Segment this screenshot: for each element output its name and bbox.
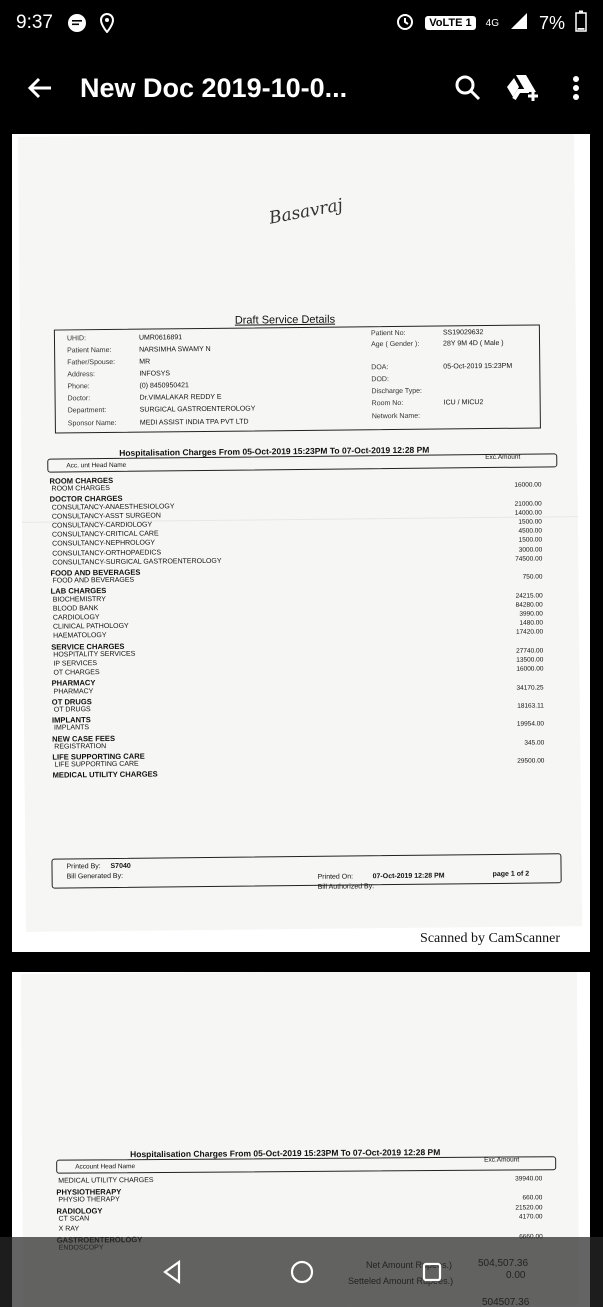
back-arrow-icon — [26, 74, 54, 102]
charge-item: CONSULTANCY-ANAESTHESIOLOGY — [51, 502, 175, 512]
charge-item: HAEMATOLOGY — [53, 632, 107, 640]
charge-category: DOCTOR CHARGES — [49, 494, 123, 505]
charge-category: RADIOLOGY — [56, 1206, 103, 1216]
hospitalisation-charges-title-2: Hospitalisation Charges From 05-Oct-2019 15:23PM To 07-Oct-2019 12:28 PM — [130, 1147, 441, 1160]
charge-category: LIFE SUPPORTING CARE — [52, 751, 145, 762]
charge-category: SERVICE CHARGES — [51, 641, 125, 652]
nav-recents-button[interactable] — [412, 1252, 452, 1292]
charge-category: FOOD AND BEVERAGES — [50, 567, 141, 578]
search-button[interactable] — [441, 50, 495, 126]
nav-back-icon — [161, 1260, 183, 1284]
charge-item: CARDIOLOGY — [52, 614, 100, 622]
charge-item: CLINICAL PATHOLOGY — [52, 622, 129, 631]
charge-amount: 16000.00 — [514, 481, 542, 489]
charge-item: PHYSIO THERAPY — [58, 1196, 120, 1204]
charge-item: LIFE SUPPORTING CARE — [54, 760, 139, 769]
charge-amount: 14000.00 — [514, 509, 542, 517]
charge-amount: 24215.00 — [515, 592, 543, 600]
charge-amount: 3990.00 — [519, 610, 543, 618]
document-title: New Doc 2019-10-0... — [80, 72, 348, 103]
charge-item: CONSULTANCY-NEPHROLOGY — [52, 539, 156, 548]
charge-amount: 74500.00 — [515, 555, 543, 563]
patient-no-value: SS19029632 — [442, 329, 484, 337]
charge-amount: 3000.00 — [518, 546, 543, 554]
patient-name-value: NARSIMHA SWAMY N — [139, 345, 211, 354]
charge-item: CONSULTANCY-ORTHOPAEDICS — [52, 549, 162, 558]
app-toolbar — [0, 50, 603, 126]
charge-item: BLOOD BANK — [52, 604, 99, 613]
location-icon — [99, 13, 115, 33]
charge-amount: 13500.00 — [516, 656, 544, 664]
charge-amount: 18163.11 — [517, 702, 544, 710]
charge-amount: 345.00 — [524, 739, 545, 747]
charge-amount: 1500.00 — [518, 536, 543, 545]
charge-amount: 19954.00 — [516, 720, 545, 729]
signal-icon — [509, 11, 529, 36]
volte-badge: VoLTE 1 — [425, 16, 475, 30]
status-bar — [0, 0, 603, 46]
charge-item: REGISTRATION — [54, 742, 107, 751]
patient-details-box: UHID: UMR0616891 Patient Name: NARSIMHA SWAMY N Father/Spouse: MR Address: INFOSYS Phone: (0) 8450950421 Doctor: Dr.VIMALAKAR REDDY E Department: SURGICAL GASTROENTEROLOGY Sponsor Name: MEDI ASSIST INDIA TPA PVT LTD Patient No: SS19029632 Age ( Gender ): 28Y 9M 4D ( Male ) DOA: 05-Oct-2019 15:23PM DOD: Discharge Type: Room No: ICU / MICU2 Network Name: — [54, 324, 541, 433]
uhid-value: UMR0616891 — [138, 334, 183, 342]
charge-category: MEDICAL UTILITY CHARGES — [52, 769, 158, 780]
charges-header: Acc. unt Head Name Exc.Amount — [47, 453, 557, 472]
network-type: 4G — [485, 17, 499, 29]
charge-item: IMPLANTS — [54, 724, 90, 732]
charge-amount: 4500.00 — [518, 527, 543, 535]
battery-icon — [575, 10, 587, 37]
alarm-icon — [395, 11, 415, 36]
charge-item: X RAY — [58, 1225, 80, 1233]
charge-amount: 27740.00 — [516, 647, 544, 655]
doctor-value: Dr.VIMALAKAR REDDY E — [139, 393, 222, 402]
back-button[interactable] — [0, 50, 80, 126]
charge-amount: 17420.00 — [515, 628, 544, 637]
charge-amount: 34170.25 — [516, 684, 544, 692]
charge-category: OT DRUGS — [51, 696, 92, 707]
charge-amount: 750.00 — [522, 573, 543, 581]
charge-category: ROOM CHARGES — [49, 475, 114, 486]
charge-item: MEDICAL UTILITY CHARGES — [58, 1177, 154, 1185]
charge-item: OT CHARGES — [53, 669, 100, 677]
charge-item: CONSULTANCY-SURGICAL GASTROENTEROLOGY — [52, 557, 222, 567]
battery-text: 7% — [538, 12, 565, 33]
charge-item: OT DRUGS — [53, 706, 91, 714]
charge-item: IP SERVICES — [53, 660, 98, 668]
more-options-button[interactable] — [549, 50, 603, 126]
add-to-drive-button[interactable] — [495, 50, 549, 126]
search-icon — [454, 74, 482, 102]
nav-home-button[interactable] — [282, 1252, 322, 1292]
charge-category: PHARMACY — [51, 678, 96, 689]
charge-item: CONSULTANCY-CARDIOLOGY — [51, 521, 153, 530]
status-time: 9:37 — [16, 12, 53, 33]
hospitalisation-charges-title: Hospitalisation Charges From 05-Oct-2019 15:23PM To 07-Oct-2019 12:28 PM — [119, 444, 430, 458]
nav-back-button[interactable] — [152, 1252, 192, 1292]
charge-item: ROOM CHARGES — [51, 485, 110, 493]
charge-category: LAB CHARGES — [50, 586, 107, 597]
more-vert-icon — [571, 75, 581, 101]
charge-amount: 16000.00 — [516, 665, 544, 673]
navigation-bar — [0, 1237, 603, 1307]
charge-category: PHYSIOTHERAPY — [56, 1186, 122, 1197]
charge-item: CONSULTANCY-ASST SURGEON — [51, 512, 161, 521]
drive-add-icon — [505, 73, 539, 103]
charge-amount: 660.00 — [522, 1194, 543, 1202]
nav-recents-icon — [421, 1261, 443, 1283]
charge-amount: 29500.00 — [517, 757, 545, 765]
charge-item: HOSPITALITY SERVICES — [53, 650, 136, 659]
charge-amount: 84280.00 — [515, 601, 543, 609]
charge-amount: 4170.00 — [519, 1213, 543, 1221]
nav-home-icon — [289, 1259, 315, 1285]
charge-amount: 21520.00 — [515, 1204, 543, 1212]
charge-amount: 21000.00 — [514, 500, 542, 508]
charge-amount: 39940.00 — [515, 1175, 543, 1183]
charge-item: CT SCAN — [58, 1215, 90, 1224]
document-page-1 — [12, 134, 590, 952]
charge-category: IMPLANTS — [51, 715, 91, 725]
charge-item: BIOCHEMISTRY — [52, 595, 106, 604]
charge-item: CONSULTANCY-CRITICAL CARE — [51, 530, 159, 539]
scanner-watermark: Scanned by CamScanner — [420, 931, 560, 946]
charge-item: PHARMACY — [53, 687, 94, 696]
charges-header-2: Account Head Name Exc.Amount — [56, 1156, 556, 1173]
scanned-sheet — [18, 134, 582, 932]
signature: Basavraj — [267, 195, 345, 229]
page-footer: Printed By: S7040 Bill Generated By: Printed On: 07-Oct-2019 12:28 PM page 1 of 2 Bill Authorized By: — [51, 853, 561, 888]
charge-category: NEW CASE FEES — [52, 733, 116, 744]
charge-amount: 1480.00 — [519, 619, 544, 627]
charge-amount: 1500.00 — [518, 518, 542, 526]
charge-item: FOOD AND BEVERAGES — [52, 576, 135, 585]
draft-service-title: Draft Service Details — [234, 313, 336, 327]
message-icon — [67, 13, 87, 33]
